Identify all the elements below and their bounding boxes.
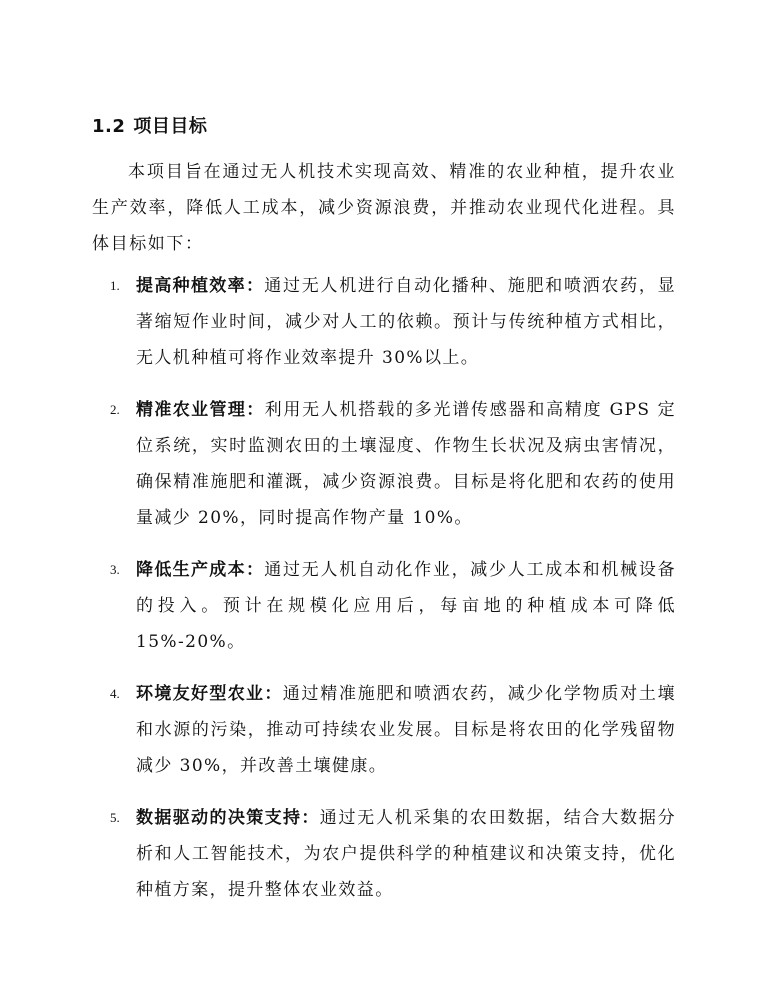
goal-separator: ：: [245, 560, 265, 580]
goal-separator: ：: [246, 400, 265, 420]
goal-text: 利用无人机搭载的多光谱传感器和高精度 GPS 定位系统，实时监测农田的土壤湿度、作物生长状况及病虫害情况，确保精准施肥和灌溉，减少资源浪费。目标是将化肥和农药的使用量减少 20%，同时提高作物产量 10%。: [136, 400, 677, 528]
section-heading: [92, 113, 207, 141]
section-title: 项目目标: [133, 116, 208, 137]
goal-title: 降低生产成本: [136, 560, 246, 580]
goal-number: 4.: [110, 686, 120, 701]
section-number: 1.2: [92, 116, 126, 137]
goal-separator: ：: [245, 276, 265, 296]
goal-title: 数据驱动的决策支持: [136, 808, 302, 828]
goal-number: 1.: [110, 278, 120, 293]
goal-text: 通过无人机自动化作业，减少人工成本和机械设备的投入。预计在规模化应用后，每亩地的种植成本可降低 15%-20%。: [136, 560, 676, 652]
goal-item-5: [92, 800, 676, 908]
goal-number: 5.: [110, 810, 120, 825]
goal-title: 精准农业管理: [136, 400, 247, 420]
goals-list: [92, 268, 676, 924]
goal-number: 3.: [110, 562, 120, 577]
goal-separator: ：: [264, 684, 283, 704]
goal-item-1: [92, 268, 676, 376]
goal-title: 提高种植效率: [136, 276, 246, 296]
intro-paragraph: 本项目旨在通过无人机技术实现高效、精准的农业种植，提升农业生产效率，降低人工成本，减少资源浪费，并推动农业现代化进程。具体目标如下：: [92, 162, 676, 254]
goal-item-3: [92, 552, 676, 660]
goal-text: 通过无人机采集的农田数据，结合大数据分析和人工智能技术，为农户提供科学的种植建议和决策支持，优化种植方案，提升整体农业效益。: [136, 808, 676, 900]
goal-text: 通过无人机进行自动化播种、施肥和喷洒农药，显著缩短作业时间，减少对人工的依赖。预计与传统种植方式相比，无人机种植可将作业效率提升 30%以上。: [136, 276, 676, 368]
goal-title: 环境友好型农业: [136, 684, 265, 704]
goal-item-4: [92, 676, 676, 784]
goal-item-2: [92, 392, 676, 536]
goal-text: 通过精准施肥和喷洒农药，减少化学物质对土壤和水源的污染，推动可持续农业发展。目标是将农田的化学残留物减少 30%，并改善土壤健康。: [136, 684, 677, 776]
goal-number: 2.: [110, 402, 120, 417]
goal-separator: ：: [301, 808, 320, 828]
